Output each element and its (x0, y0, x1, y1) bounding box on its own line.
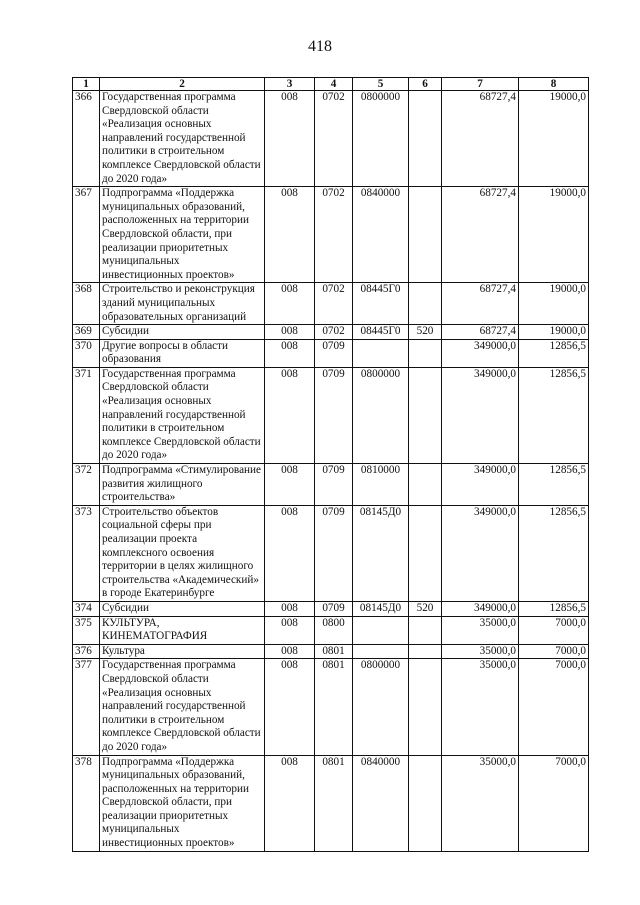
amount-col-7: 68727,4 (442, 187, 519, 283)
admin-code: 008 (265, 505, 315, 601)
amount-col-7: 68727,4 (442, 91, 519, 187)
expense-type-code (409, 505, 442, 601)
admin-code: 008 (265, 367, 315, 463)
column-header: 6 (409, 78, 442, 91)
row-number: 376 (73, 644, 100, 659)
row-number: 368 (73, 283, 100, 325)
row-number: 366 (73, 91, 100, 187)
row-number: 372 (73, 464, 100, 506)
expense-type-code (409, 91, 442, 187)
section-code: 0702 (315, 325, 353, 340)
section-code: 0709 (315, 367, 353, 463)
section-code: 0801 (315, 755, 353, 851)
admin-code: 008 (265, 601, 315, 616)
amount-col-7: 349000,0 (442, 601, 519, 616)
section-code: 0709 (315, 464, 353, 506)
row-name: Субсидии (100, 325, 265, 340)
target-article-code: 08145Д0 (353, 505, 409, 601)
row-name: Подпрограмма «Поддержка муниципальных образований, расположенных на территории Свердловской области, при реализации приоритетных муниципальных инвестиционных проектов» (100, 187, 265, 283)
section-code: 0702 (315, 187, 353, 283)
table-row (73, 464, 589, 506)
amount-col-7: 35000,0 (442, 644, 519, 659)
amount-col-7: 35000,0 (442, 616, 519, 644)
expense-type-code (409, 755, 442, 851)
column-header: 2 (100, 78, 265, 91)
admin-code: 008 (265, 464, 315, 506)
expense-type-code: 520 (409, 325, 442, 340)
amount-col-8: 7000,0 (519, 755, 589, 851)
column-header: 1 (73, 78, 100, 91)
row-number: 375 (73, 616, 100, 644)
expense-type-code: 520 (409, 601, 442, 616)
table-row (73, 325, 589, 340)
column-header: 7 (442, 78, 519, 91)
section-code: 0702 (315, 283, 353, 325)
column-header: 5 (353, 78, 409, 91)
target-article-code: 08445Г0 (353, 283, 409, 325)
section-code: 0709 (315, 505, 353, 601)
admin-code: 008 (265, 339, 315, 367)
row-number: 367 (73, 187, 100, 283)
row-number: 370 (73, 339, 100, 367)
column-header: 4 (315, 78, 353, 91)
table-row (73, 755, 589, 851)
target-article-code (353, 644, 409, 659)
row-name: Культура (100, 644, 265, 659)
row-number: 378 (73, 755, 100, 851)
target-article-code: 0810000 (353, 464, 409, 506)
expense-type-code (409, 339, 442, 367)
table-row (73, 339, 589, 367)
amount-col-8: 12856,5 (519, 601, 589, 616)
admin-code: 008 (265, 755, 315, 851)
amount-col-8: 19000,0 (519, 187, 589, 283)
target-article-code: 0800000 (353, 659, 409, 755)
row-name: Государственная программа Свердловской области «Реализация основных направлений государственной политики в строительном комплексе Свердловской области до 2020 года» (100, 91, 265, 187)
amount-col-8: 19000,0 (519, 91, 589, 187)
table-row (73, 644, 589, 659)
section-code: 0800 (315, 616, 353, 644)
target-article-code (353, 616, 409, 644)
amount-col-8: 7000,0 (519, 616, 589, 644)
amount-col-8: 7000,0 (519, 644, 589, 659)
amount-col-8: 12856,5 (519, 367, 589, 463)
amount-col-7: 35000,0 (442, 755, 519, 851)
table-body (73, 91, 589, 852)
table-row (73, 187, 589, 283)
row-name: Строительство объектов социальной сферы при реализации проекта комплексного освоения территории в целях жилищного строительства «Академический» в городе Екатеринбурге (100, 505, 265, 601)
table-row (73, 659, 589, 755)
target-article-code: 0840000 (353, 187, 409, 283)
row-number: 371 (73, 367, 100, 463)
amount-col-8: 12856,5 (519, 464, 589, 506)
row-name: Подпрограмма «Поддержка муниципальных образований, расположенных на территории Свердловской области, при реализации приоритетных муниципальных инвестиционных проектов» (100, 755, 265, 851)
amount-col-7: 349000,0 (442, 339, 519, 367)
budget-table (72, 77, 589, 852)
admin-code: 008 (265, 187, 315, 283)
admin-code: 008 (265, 325, 315, 340)
row-name: Субсидии (100, 601, 265, 616)
amount-col-7: 349000,0 (442, 505, 519, 601)
row-name: Другие вопросы в области образования (100, 339, 265, 367)
row-number: 373 (73, 505, 100, 601)
expense-type-code (409, 187, 442, 283)
table-row (73, 505, 589, 601)
admin-code: 008 (265, 91, 315, 187)
table-row (73, 601, 589, 616)
amount-col-7: 35000,0 (442, 659, 519, 755)
admin-code: 008 (265, 659, 315, 755)
amount-col-7: 68727,4 (442, 283, 519, 325)
section-code: 0709 (315, 601, 353, 616)
target-article-code: 0800000 (353, 91, 409, 187)
admin-code: 008 (265, 644, 315, 659)
section-code: 0702 (315, 91, 353, 187)
row-name: КУЛЬТУРА, КИНЕМАТОГРАФИЯ (100, 616, 265, 644)
table-header-row (73, 78, 589, 91)
column-header: 3 (265, 78, 315, 91)
amount-col-7: 349000,0 (442, 367, 519, 463)
section-code: 0801 (315, 644, 353, 659)
table-row (73, 367, 589, 463)
target-article-code: 0840000 (353, 755, 409, 851)
target-article-code (353, 339, 409, 367)
table-row (73, 616, 589, 644)
target-article-code: 08445Г0 (353, 325, 409, 340)
expense-type-code (409, 644, 442, 659)
amount-col-7: 68727,4 (442, 325, 519, 340)
amount-col-8: 12856,5 (519, 339, 589, 367)
table-row (73, 91, 589, 187)
admin-code: 008 (265, 616, 315, 644)
expense-type-code (409, 464, 442, 506)
section-code: 0709 (315, 339, 353, 367)
amount-col-8: 7000,0 (519, 659, 589, 755)
amount-col-8: 19000,0 (519, 325, 589, 340)
admin-code: 008 (265, 283, 315, 325)
table-row (73, 283, 589, 325)
row-number: 374 (73, 601, 100, 616)
amount-col-8: 19000,0 (519, 283, 589, 325)
row-number: 369 (73, 325, 100, 340)
amount-col-7: 349000,0 (442, 464, 519, 506)
amount-col-8: 12856,5 (519, 505, 589, 601)
row-name: Подпрограмма «Стимулирование развития жилищного строительства» (100, 464, 265, 506)
expense-type-code (409, 659, 442, 755)
target-article-code: 0800000 (353, 367, 409, 463)
row-name: Государственная программа Свердловской области «Реализация основных направлений государственной политики в строительном комплексе Свердловской области до 2020 года» (100, 659, 265, 755)
expense-type-code (409, 616, 442, 644)
row-number: 377 (73, 659, 100, 755)
section-code: 0801 (315, 659, 353, 755)
column-header: 8 (519, 78, 589, 91)
page-number: 418 (308, 38, 332, 55)
row-name: Государственная программа Свердловской области «Реализация основных направлений государственной политики в строительном комплексе Свердловской области до 2020 года» (100, 367, 265, 463)
target-article-code: 08145Д0 (353, 601, 409, 616)
expense-type-code (409, 367, 442, 463)
expense-type-code (409, 283, 442, 325)
row-name: Строительство и реконструкция зданий муниципальных образовательных организаций (100, 283, 265, 325)
